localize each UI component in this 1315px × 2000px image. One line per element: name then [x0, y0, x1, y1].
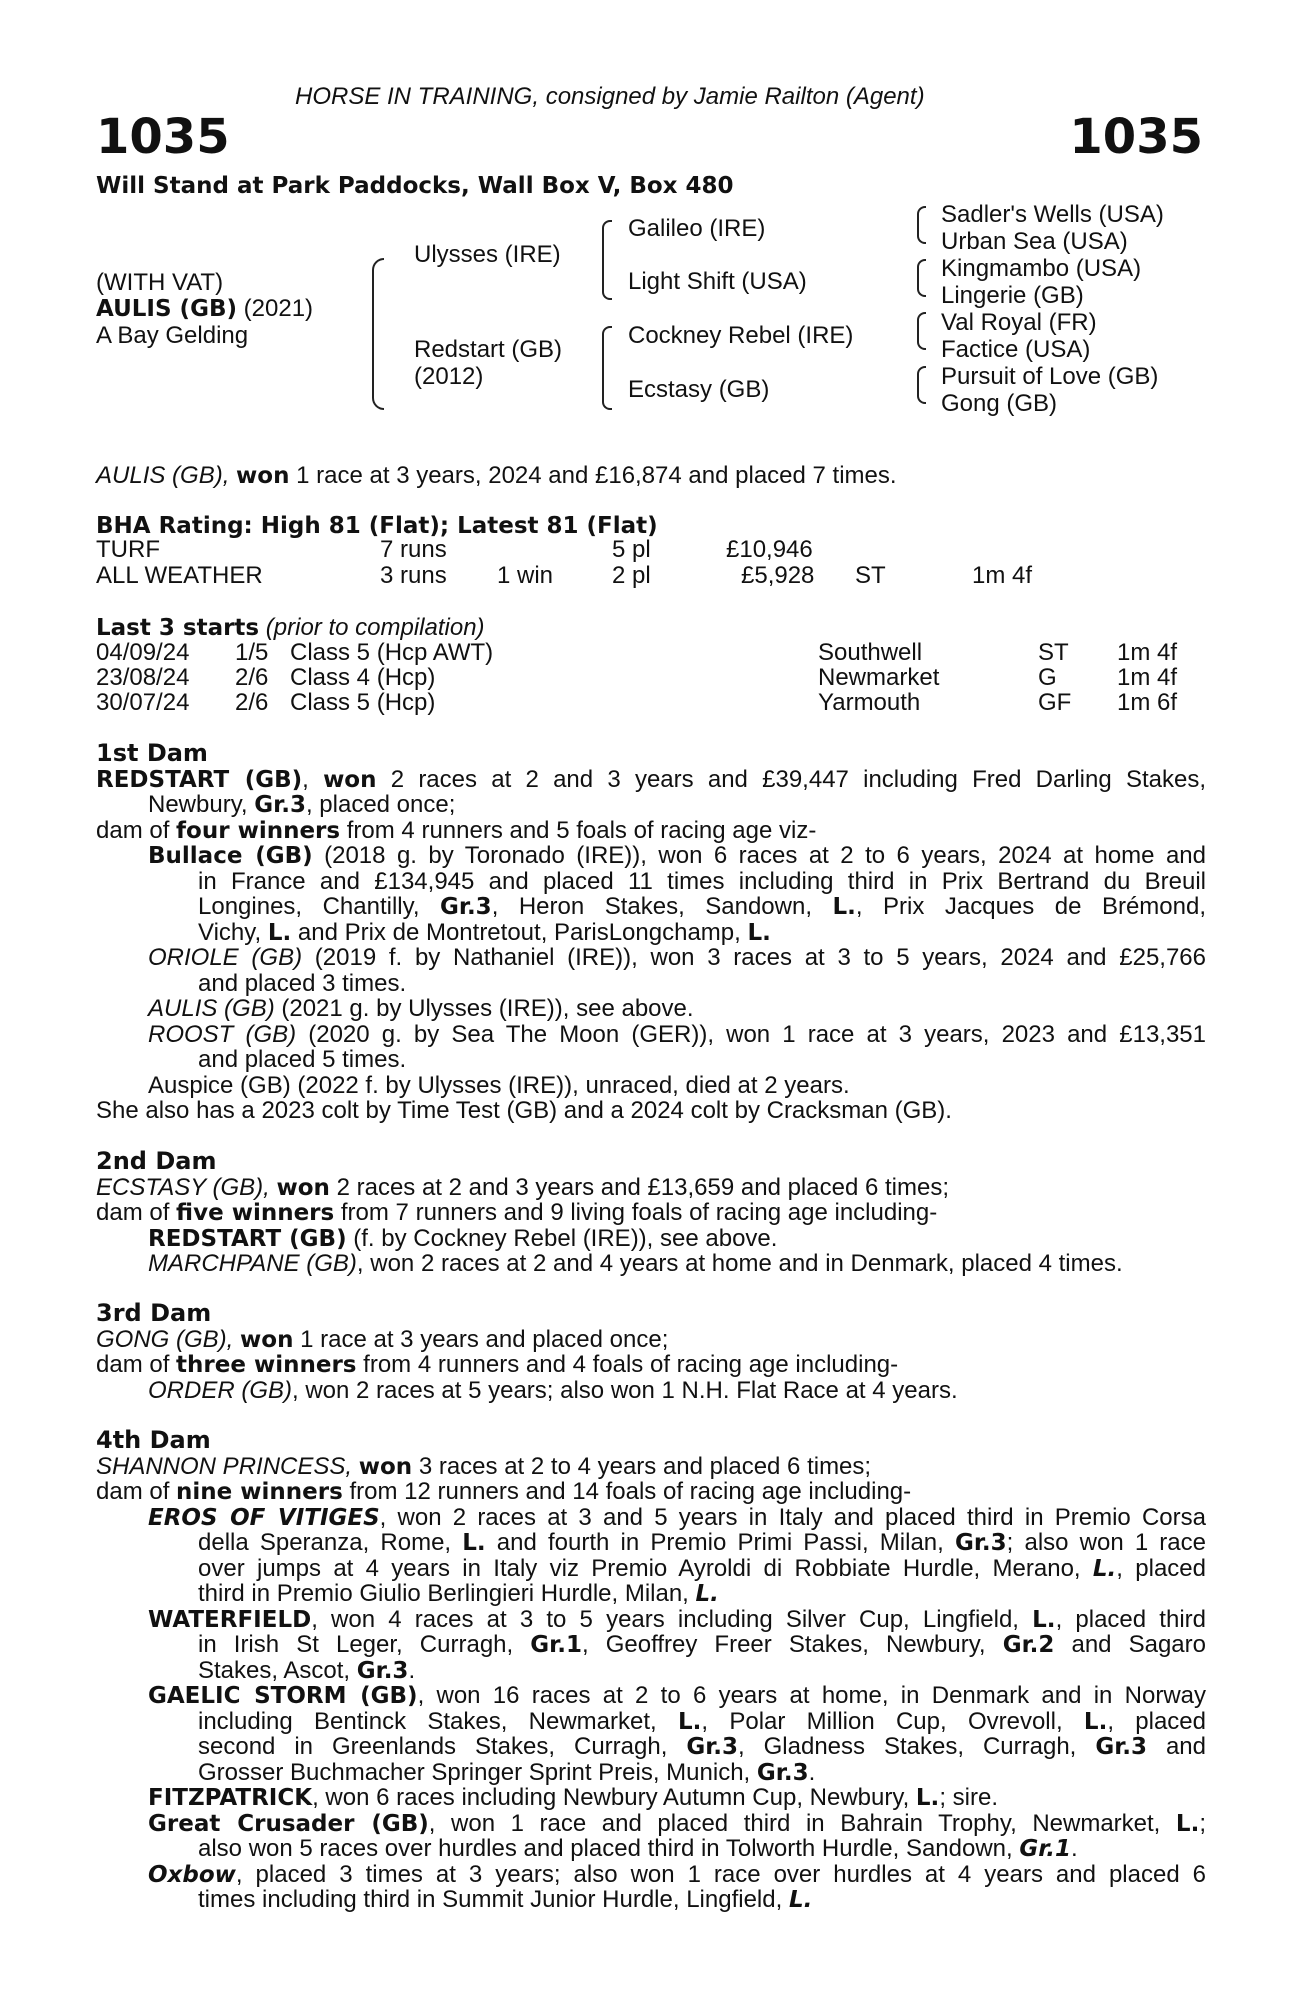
eros-line: [96, 1505, 1206, 1531]
redstart-text: (f. by Cockney Rebel (IRE)), see above.: [346, 1224, 778, 1252]
rating-title: BHA Rating: High 81 (Flat); Latest 81 (Flat): [96, 513, 658, 539]
start-pos: 2/6: [235, 689, 269, 716]
gaelic-l1: , won 16 races at 2 to 6 years at home, in Denmark and in Norway: [417, 1682, 1207, 1709]
waterfield-gr2: Gr.2: [1002, 1632, 1055, 1658]
start-date: 23/08/24: [96, 664, 190, 691]
start-going: G: [1038, 664, 1057, 691]
oriole-l1: (2019 f. by Nathaniel (IRE)), won 3 races at 3 to 5 years, 2024 and £25,766: [302, 944, 1206, 971]
gaelic-gr3: Gr.3: [756, 1759, 809, 1786]
dam1-gr3: Gr.3: [254, 792, 306, 818]
pedigree-g6: Factice (USA): [941, 336, 1091, 363]
dam1-section: [96, 741, 1206, 1124]
dam1-four-winners: four winners: [176, 817, 341, 844]
eros-name: EROS OF VITIGES: [148, 1504, 380, 1531]
start-course: Yarmouth: [818, 689, 921, 716]
gaelic-l3b: , Gladness Stakes, Curragh,: [738, 1733, 1096, 1760]
lot-number-left: 1035: [96, 109, 230, 165]
dam1-line: REDSTART (GB), won 2 races at 2 and 3 years and £39,447 including Fred Darling Stakes,: [96, 765, 1206, 793]
dam4-l2b: from 12 runners and 14 foals of racing age including-: [342, 1478, 912, 1505]
gaelic-line: [96, 1734, 1206, 1760]
waterfield-listed: L.: [1032, 1606, 1056, 1633]
pedigree-brace-g1: [917, 206, 926, 244]
rating-prize: £5,928: [741, 562, 815, 589]
dam4-l1: 3 races at 2 to 4 years and placed 6 times;: [412, 1452, 872, 1480]
dam1-name: REDSTART (GB): [96, 766, 303, 793]
dam1-line: [96, 818, 1206, 844]
pedigree-sire: Ulysses (IRE): [414, 241, 561, 268]
dam1-won: won: [323, 766, 377, 793]
dam2-l2b: from 7 runners and 9 living foals of racing age including-: [334, 1199, 938, 1226]
bullace-l4a: Vichy,: [198, 918, 268, 946]
pedigree-sire-sire: Galileo (IRE): [628, 215, 766, 242]
waterfield-l1a: , won 4 races at 3 to 5 years including Silver Cup, Lingfield,: [311, 1605, 1033, 1633]
aulis-l1: (2021 g. by Ulysses (IRE)), see above.: [274, 995, 694, 1022]
last-starts-heading: Last 3 starts: [96, 615, 260, 641]
eros-l1: , won 2 races at 3 and 5 years in Italy and placed third in Premio Corsa: [379, 1503, 1206, 1531]
gaelic-l4a: Grosser Buchmacher Springer Sprint Preis, Munich,: [198, 1758, 757, 1786]
start-course: Southwell: [818, 639, 923, 666]
dam2-name: ECSTASY (GB),: [96, 1173, 270, 1201]
summary-name: AULIS (GB),: [96, 462, 230, 489]
dam2-l2a: dam of: [96, 1199, 177, 1226]
dam1-heading: 1st Dam: [96, 739, 208, 767]
pedigree-brace-g4: [917, 366, 926, 404]
summary-text: 1 race at 3 years, 2024 and £16,874 and placed 7 times.: [289, 462, 897, 489]
waterfield-line: Stakes, Ascot, Gr.3.: [198, 1656, 416, 1684]
roost-l1: (2020 g. by Sea The Moon (GER)), won 1 race at 3 years, 2023 and £13,351: [296, 1020, 1207, 1048]
rating-prize: £10,946: [726, 536, 813, 563]
marchpane-name: MARCHPANE (GB): [148, 1250, 357, 1277]
rating-placed: 5 pl: [612, 536, 651, 563]
fitzpatrick-listed: L.: [915, 1785, 940, 1811]
dam2-won: won: [276, 1174, 330, 1201]
gaelic-l2c: , placed: [1107, 1707, 1207, 1735]
dam3-three-winners: three winners: [176, 1352, 357, 1378]
crusader-l1b: ;: [1199, 1809, 1206, 1837]
roost-line: [96, 1047, 1206, 1073]
redstart-name: REDSTART (GB): [148, 1225, 347, 1252]
eros-l2c: ; also won 1 race: [1006, 1529, 1206, 1556]
start-going: ST: [1038, 639, 1069, 666]
dam1-l2a: Newbury,: [148, 791, 255, 818]
crusader-line: [96, 1811, 1206, 1837]
bullace-name: Bullace (GB): [148, 843, 313, 869]
dam3-heading: 3rd Dam: [96, 1299, 212, 1327]
crusader-name: Great Crusader (GB): [148, 1810, 429, 1837]
bullace-listed: L.: [747, 919, 771, 946]
waterfield-line: [96, 1632, 1206, 1658]
dam1-also: She also has a 2023 colt by Time Test (GB) and a 2024 colt by Cracksman (GB).: [96, 1097, 952, 1124]
dam4-heading: 4th Dam: [96, 1426, 211, 1454]
horse-description: A Bay Gelding: [96, 322, 249, 349]
oriole-line: [96, 971, 1206, 997]
dam2-section: [96, 1149, 1206, 1277]
bullace-l1: (2018 g. by Toronado (IRE)), won 6 races at 2 to 6 years, 2024 at home and: [312, 842, 1206, 869]
gaelic-name: GAELIC STORM (GB): [148, 1683, 418, 1709]
eros-l2b: and fourth in Premio Primi Passi, Milan,: [485, 1529, 955, 1556]
eros-l4a: third in Premio Giulio Berlingieri Hurdle, Milan,: [198, 1580, 696, 1607]
bullace-l4b: and Prix de Montretout, ParisLongchamp,: [291, 918, 748, 946]
dam4-won: won: [358, 1453, 413, 1480]
crusader-gr1: Gr.1: [1019, 1836, 1072, 1862]
eros-l2a: della Speranza, Rome,: [198, 1529, 463, 1556]
dam1-l3b: from 4 runners and 5 foals of racing age viz-: [340, 816, 817, 844]
start-dist: 1m 4f: [1117, 639, 1178, 666]
oriole-name: ORIOLE (GB): [148, 944, 303, 971]
summary-won: won: [236, 463, 290, 489]
dam1-l2b: , placed once;: [305, 791, 456, 818]
fitzpatrick-name: FITZPATRICK: [148, 1785, 313, 1811]
gaelic-listed: L.: [1083, 1708, 1108, 1735]
eros-l3b: , placed: [1116, 1554, 1206, 1582]
waterfield-l2c: and Sagaro: [1054, 1631, 1206, 1658]
dam2-l1: 2 races at 2 and 3 years and £13,659 and placed 6 times;: [329, 1173, 949, 1201]
pedigree-g7: Pursuit of Love (GB): [941, 363, 1159, 390]
consignment-line: HORSE IN TRAINING, consigned by Jamie Railton (Agent): [295, 83, 925, 110]
rating-runs: 3 runs: [380, 562, 447, 589]
dam4-line: [96, 1479, 1206, 1505]
pedigree-g3: Kingmambo (USA): [941, 255, 1142, 282]
oxbow-name: Oxbow: [148, 1861, 236, 1888]
dam3-line: [96, 1327, 1206, 1353]
pedigree-brace-g2: [917, 259, 926, 297]
rating-wins: 1 win: [497, 562, 554, 589]
bullace-line: [96, 843, 1206, 869]
dam3-section: [96, 1301, 1206, 1403]
pedigree-g4: Lingerie (GB): [941, 282, 1084, 309]
fitzpatrick-line: [96, 1785, 1206, 1811]
dam1-l3a: dam of: [96, 816, 177, 844]
bullace-line: [96, 894, 1206, 920]
gaelic-gr3: Gr.3: [1095, 1734, 1147, 1760]
last-starts-title: [96, 615, 485, 641]
marchpane-text: , won 2 races at 2 and 4 years at home and in Denmark, placed 4 times.: [356, 1250, 1123, 1277]
start-date: 30/07/24: [96, 689, 190, 716]
bullace-l2: in France and £134,945 and placed 11 times including third in Prix Bertrand du Breuil: [198, 867, 1206, 895]
waterfield-line: [96, 1607, 1206, 1633]
gaelic-listed: L.: [678, 1708, 702, 1735]
dam3-won: won: [240, 1326, 294, 1353]
dam2-line: [96, 1175, 1206, 1201]
crusader-l2a: also won 5 races over hurdles and placed third in Tolworth Hurdle, Sandown,: [198, 1835, 1020, 1862]
oxbow-listed: L.: [788, 1887, 813, 1913]
oxbow-line: [96, 1862, 1206, 1888]
rating-surface: ALL WEATHER: [96, 562, 263, 589]
roost-l2: and placed 5 times.: [198, 1046, 407, 1073]
eros-listed: L.: [1092, 1555, 1117, 1582]
dam3-l2b: from 4 runners and 4 foals of racing age including-: [356, 1351, 899, 1378]
crusader-line: also won 5 races over hurdles and placed third in Tolworth Hurdle, Sandown, Gr.1.: [198, 1835, 1078, 1862]
bullace-l3b: , Heron Stakes, Sandown,: [491, 893, 833, 920]
bullace-line: [96, 920, 1206, 946]
stabling-line: Will Stand at Park Paddocks, Wall Box V, Box 480: [96, 173, 734, 199]
pedigree-g1: Sadler's Wells (USA): [941, 201, 1164, 228]
rating-surface: TURF: [96, 536, 160, 563]
redstart-line: [96, 1226, 1206, 1252]
roost-name: ROOST (GB): [148, 1020, 297, 1048]
dam4-name: SHANNON PRINCESS,: [96, 1452, 353, 1480]
bullace-l3a: Longines, Chantilly,: [198, 893, 440, 920]
bullace-listed: L.: [832, 894, 856, 920]
gaelic-line: Grosser Buchmacher Springer Sprint Preis, Munich, Gr.3.: [198, 1758, 816, 1786]
aulis-name: AULIS (GB): [148, 995, 275, 1022]
waterfield-l1b: , placed third: [1055, 1605, 1206, 1633]
crusader-listed: L.: [1175, 1810, 1200, 1837]
order-text: , won 2 races at 5 years; also won 1 N.H. Flat Race at 4 years.: [292, 1376, 958, 1404]
eros-line: [96, 1581, 1206, 1607]
start-going: GF: [1038, 689, 1072, 716]
start-pos: 2/6: [235, 664, 269, 691]
gaelic-gr3: Gr.3: [686, 1734, 739, 1760]
start-date: 04/09/24: [96, 639, 190, 666]
pedigree-g2: Urban Sea (USA): [941, 228, 1128, 255]
pedigree-brace-sire: [602, 220, 612, 300]
rating-runs: 7 runs: [380, 536, 447, 563]
last-starts-note: (prior to compilation): [265, 614, 485, 641]
bullace-listed: L.: [267, 919, 292, 946]
gaelic-l2a: including Bentinck Stakes, Newmarket,: [198, 1707, 678, 1735]
pedigree-sire-dam: Light Shift (USA): [628, 268, 807, 295]
gaelic-l3c: and: [1147, 1733, 1206, 1760]
start-race: Class 4 (Hcp): [290, 664, 436, 691]
vat-label: (WITH VAT): [96, 269, 224, 296]
dam3-line: [96, 1352, 1206, 1378]
gaelic-l2b: , Polar Million Cup, Ovrevoll,: [701, 1707, 1084, 1735]
auspice-line: Auspice (GB) (2022 f. by Ulysses (IRE)), unraced, died at 2 years.: [148, 1071, 850, 1099]
waterfield-l2a: in Irish St Leger, Curragh,: [198, 1631, 531, 1658]
horse-name: AULIS (GB): [96, 296, 237, 322]
eros-l3a: over jumps at 4 years in Italy viz Premio Ayroldi di Robbiate Hurdle, Merano,: [198, 1554, 1093, 1582]
rating-placed: 2 pl: [612, 562, 651, 589]
dam4-line: [96, 1454, 1206, 1480]
marchpane-line: [96, 1251, 1206, 1277]
gaelic-line: [96, 1683, 1206, 1709]
pedigree-g8: Gong (GB): [941, 390, 1058, 417]
eros-listed: L.: [462, 1530, 486, 1556]
dam4-section: [96, 1428, 1206, 1913]
start-pos: 1/5: [235, 639, 269, 666]
pedigree-dam: Redstart (GB): [414, 336, 563, 363]
gaelic-l3a: second in Greenlands Stakes, Curragh,: [198, 1733, 687, 1760]
start-race: Class 5 (Hcp AWT): [290, 639, 494, 666]
bullace-l3c: , Prix Jacques de Brémond,: [855, 893, 1206, 920]
aulis-line: [96, 996, 1206, 1022]
dam3-name: GONG (GB),: [96, 1325, 234, 1353]
rating-going: ST: [855, 562, 886, 589]
waterfield-l2b: , Geoffrey Freer Stakes, Newbury,: [581, 1631, 1003, 1658]
waterfield-l3a: Stakes, Ascot,: [198, 1656, 357, 1684]
dam2-five-winners: five winners: [176, 1200, 335, 1226]
order-name: ORDER (GB): [148, 1376, 292, 1404]
lot-number-right: 1035: [1069, 109, 1203, 165]
start-course: Newmarket: [818, 664, 940, 691]
dam2-heading: 2nd Dam: [96, 1147, 217, 1175]
waterfield-gr3: Gr.3: [356, 1657, 409, 1684]
pedigree-brace-main: [372, 258, 384, 410]
horse-year: (2021): [243, 295, 314, 322]
race-summary: [96, 463, 897, 489]
dam4-nine-winners: nine winners: [176, 1479, 343, 1505]
pedigree-dam-dam: Ecstasy (GB): [628, 376, 770, 403]
dam1-line: [96, 792, 1206, 818]
pedigree-dam-year: (2012): [414, 363, 484, 390]
start-dist: 1m 4f: [1117, 664, 1178, 691]
crusader-l1a: , won 1 race and placed third in Bahrain Trophy, Newmarket,: [428, 1809, 1176, 1837]
eros-listed: L.: [695, 1581, 719, 1607]
dam4-l2a: dam of: [96, 1478, 177, 1505]
oriole-l2: and placed 3 times.: [198, 969, 407, 997]
pedigree-g5: Val Royal (FR): [941, 309, 1097, 336]
dam3-l1: 1 race at 3 years and placed once;: [293, 1325, 669, 1353]
fitzpatrick-a: , won 6 races including Newbury Autumn Cup, Newbury,: [312, 1784, 916, 1811]
oxbow-l1: , placed 3 times at 3 years; also won 1 race over hurdles at 4 years and placed 6: [235, 1860, 1206, 1888]
rating-dist: 1m 4f: [972, 562, 1033, 589]
waterfield-name: WATERFIELD: [148, 1606, 312, 1633]
eros-line: [96, 1530, 1206, 1556]
eros-gr3: Gr.3: [954, 1530, 1007, 1556]
eros-line: [96, 1556, 1206, 1582]
pedigree-brace-g3: [917, 312, 926, 350]
horse-name-line: [96, 296, 313, 322]
dam2-line: [96, 1200, 1206, 1226]
oriole-line: [96, 945, 1206, 971]
order-line: [96, 1378, 1206, 1404]
dam3-l2a: dam of: [96, 1351, 177, 1378]
pedigree-brace-dam: [602, 326, 612, 410]
start-race: Class 5 (Hcp): [290, 689, 436, 716]
gaelic-line: [96, 1709, 1206, 1735]
start-dist: 1m 6f: [1117, 689, 1178, 716]
pedigree-dam-sire: Cockney Rebel (IRE): [628, 322, 854, 349]
waterfield-gr1: Gr.1: [530, 1632, 582, 1658]
oxbow-l2a: times including third in Summit Junior Hurdle, Lingfield,: [198, 1886, 789, 1913]
fitzpatrick-b: ; sire.: [939, 1784, 998, 1811]
roost-line: [96, 1022, 1206, 1048]
dam1-l1: 2 races at 2 and 3 years and £39,447 including Fred Darling Stakes,: [376, 765, 1206, 793]
oxbow-line: [96, 1887, 1206, 1913]
bullace-gr3: Gr.3: [440, 894, 492, 920]
bullace-line: [96, 869, 1206, 895]
